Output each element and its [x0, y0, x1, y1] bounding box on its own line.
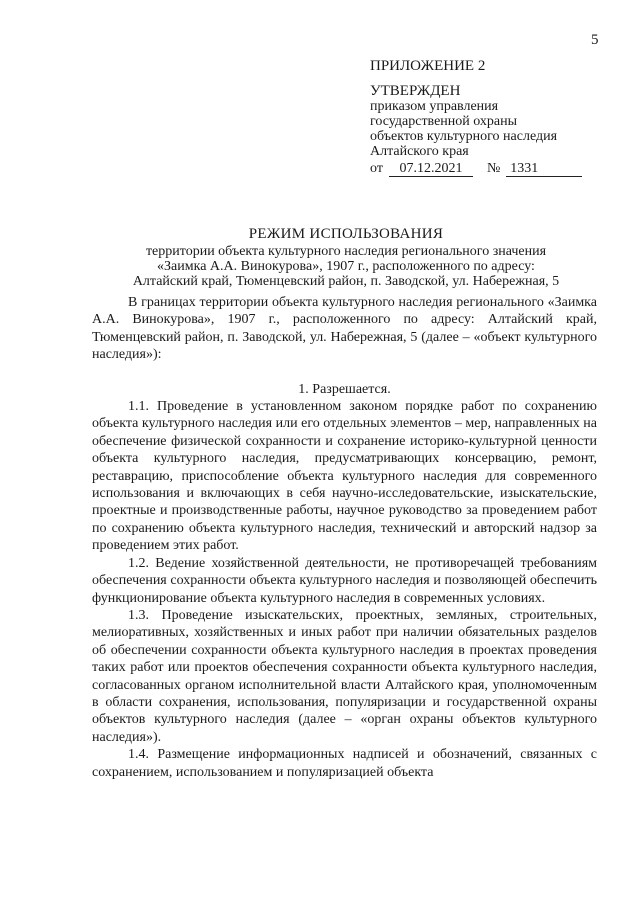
item-paragraph: 1.2. Ведение хозяйственной деятельности, не противоречащей требованиям обеспечения сохранности объекта культурного наследия и позволяющей обеспечить функционирование объекта культурного наследия в современных условиях.: [92, 555, 597, 606]
subtitle-line: «Заимка А.А. Винокурова», 1907 г., расположенного по адресу:: [157, 259, 535, 274]
item-paragraph: 1.1. Проведение в установленном законом порядке работ по сохранению объекта культурного наследия или его отдельных элементов – мер, направленных на обеспечение физической сохранности и сохранение историко-культурной ценности объекта культурного наследия, предусматривающих консервацию, ремонт, реставрацию, приспособление объекта культурного наследия для современного использования и включающих в себя научно-исследовательские, изыскательские, проектные и производственные работы, научное руководство за проведением работ по сохранению объекта культурного наследия, технический и авторский надзор за проведением этих работ.: [92, 399, 597, 554]
intro-paragraph: В границах территории объекта культурного наследия регионального «Заимка А.А. Винокурова», 1907 г., расположенного по адресу: Алтайский край, Тюменцевский район, п. Заводской, ул. Набережная, 5 (далее – «объект культурного наследия»):: [92, 295, 597, 363]
approval-line: объектов культурного наследия: [370, 129, 558, 144]
date-label: от: [370, 161, 383, 176]
approval-line: государственной охраны: [370, 114, 518, 129]
document-title: РЕЖИМ ИСПОЛЬЗОВАНИЯ: [248, 226, 444, 242]
appendix-label: ПРИЛОЖЕНИЕ 2: [370, 58, 486, 74]
item-paragraph: 1.3. Проведение изыскательских, проектных, земляных, строительных, мелиоративных, хозяйственных и иных работ при наличии обязательных разделов об обеспечении сохранности объекта культурного наследия в проектах проведения таких работ или проектов обеспечения сохранности объекта культурного наследия, согласованных органом исполнительной власти Алтайского края, уполномоченным в области сохранения, использования, популяризации и государственной охраны объектов культурного наследия (далее – «орган охраны объектов культурного наследия»).: [92, 607, 597, 745]
section-heading: 1. Разрешается.: [298, 381, 391, 397]
number-label: №: [486, 161, 501, 176]
order-line: [370, 161, 610, 177]
order-date: 07.12.2021: [389, 161, 473, 177]
title-block: [96, 226, 596, 289]
approval-line: приказом управления: [370, 99, 499, 114]
document-body: [92, 294, 597, 781]
approved-label: УТВЕРЖДЕН: [370, 83, 461, 99]
order-number: 1331: [506, 161, 582, 177]
subtitle-line: Алтайский край, Тюменцевский район, п. Заводской, ул. Набережная, 5: [132, 274, 560, 289]
subtitle-line: территории объекта культурного наследия регионального значения: [145, 244, 547, 259]
item-paragraph: 1.4. Размещение информационных надписей и обозначений, связанных с сохранением, использованием и популяризацией объекта: [92, 747, 597, 780]
page-number: 5: [591, 32, 599, 48]
approval-block: [370, 59, 610, 177]
approval-line: Алтайского края: [370, 144, 469, 159]
